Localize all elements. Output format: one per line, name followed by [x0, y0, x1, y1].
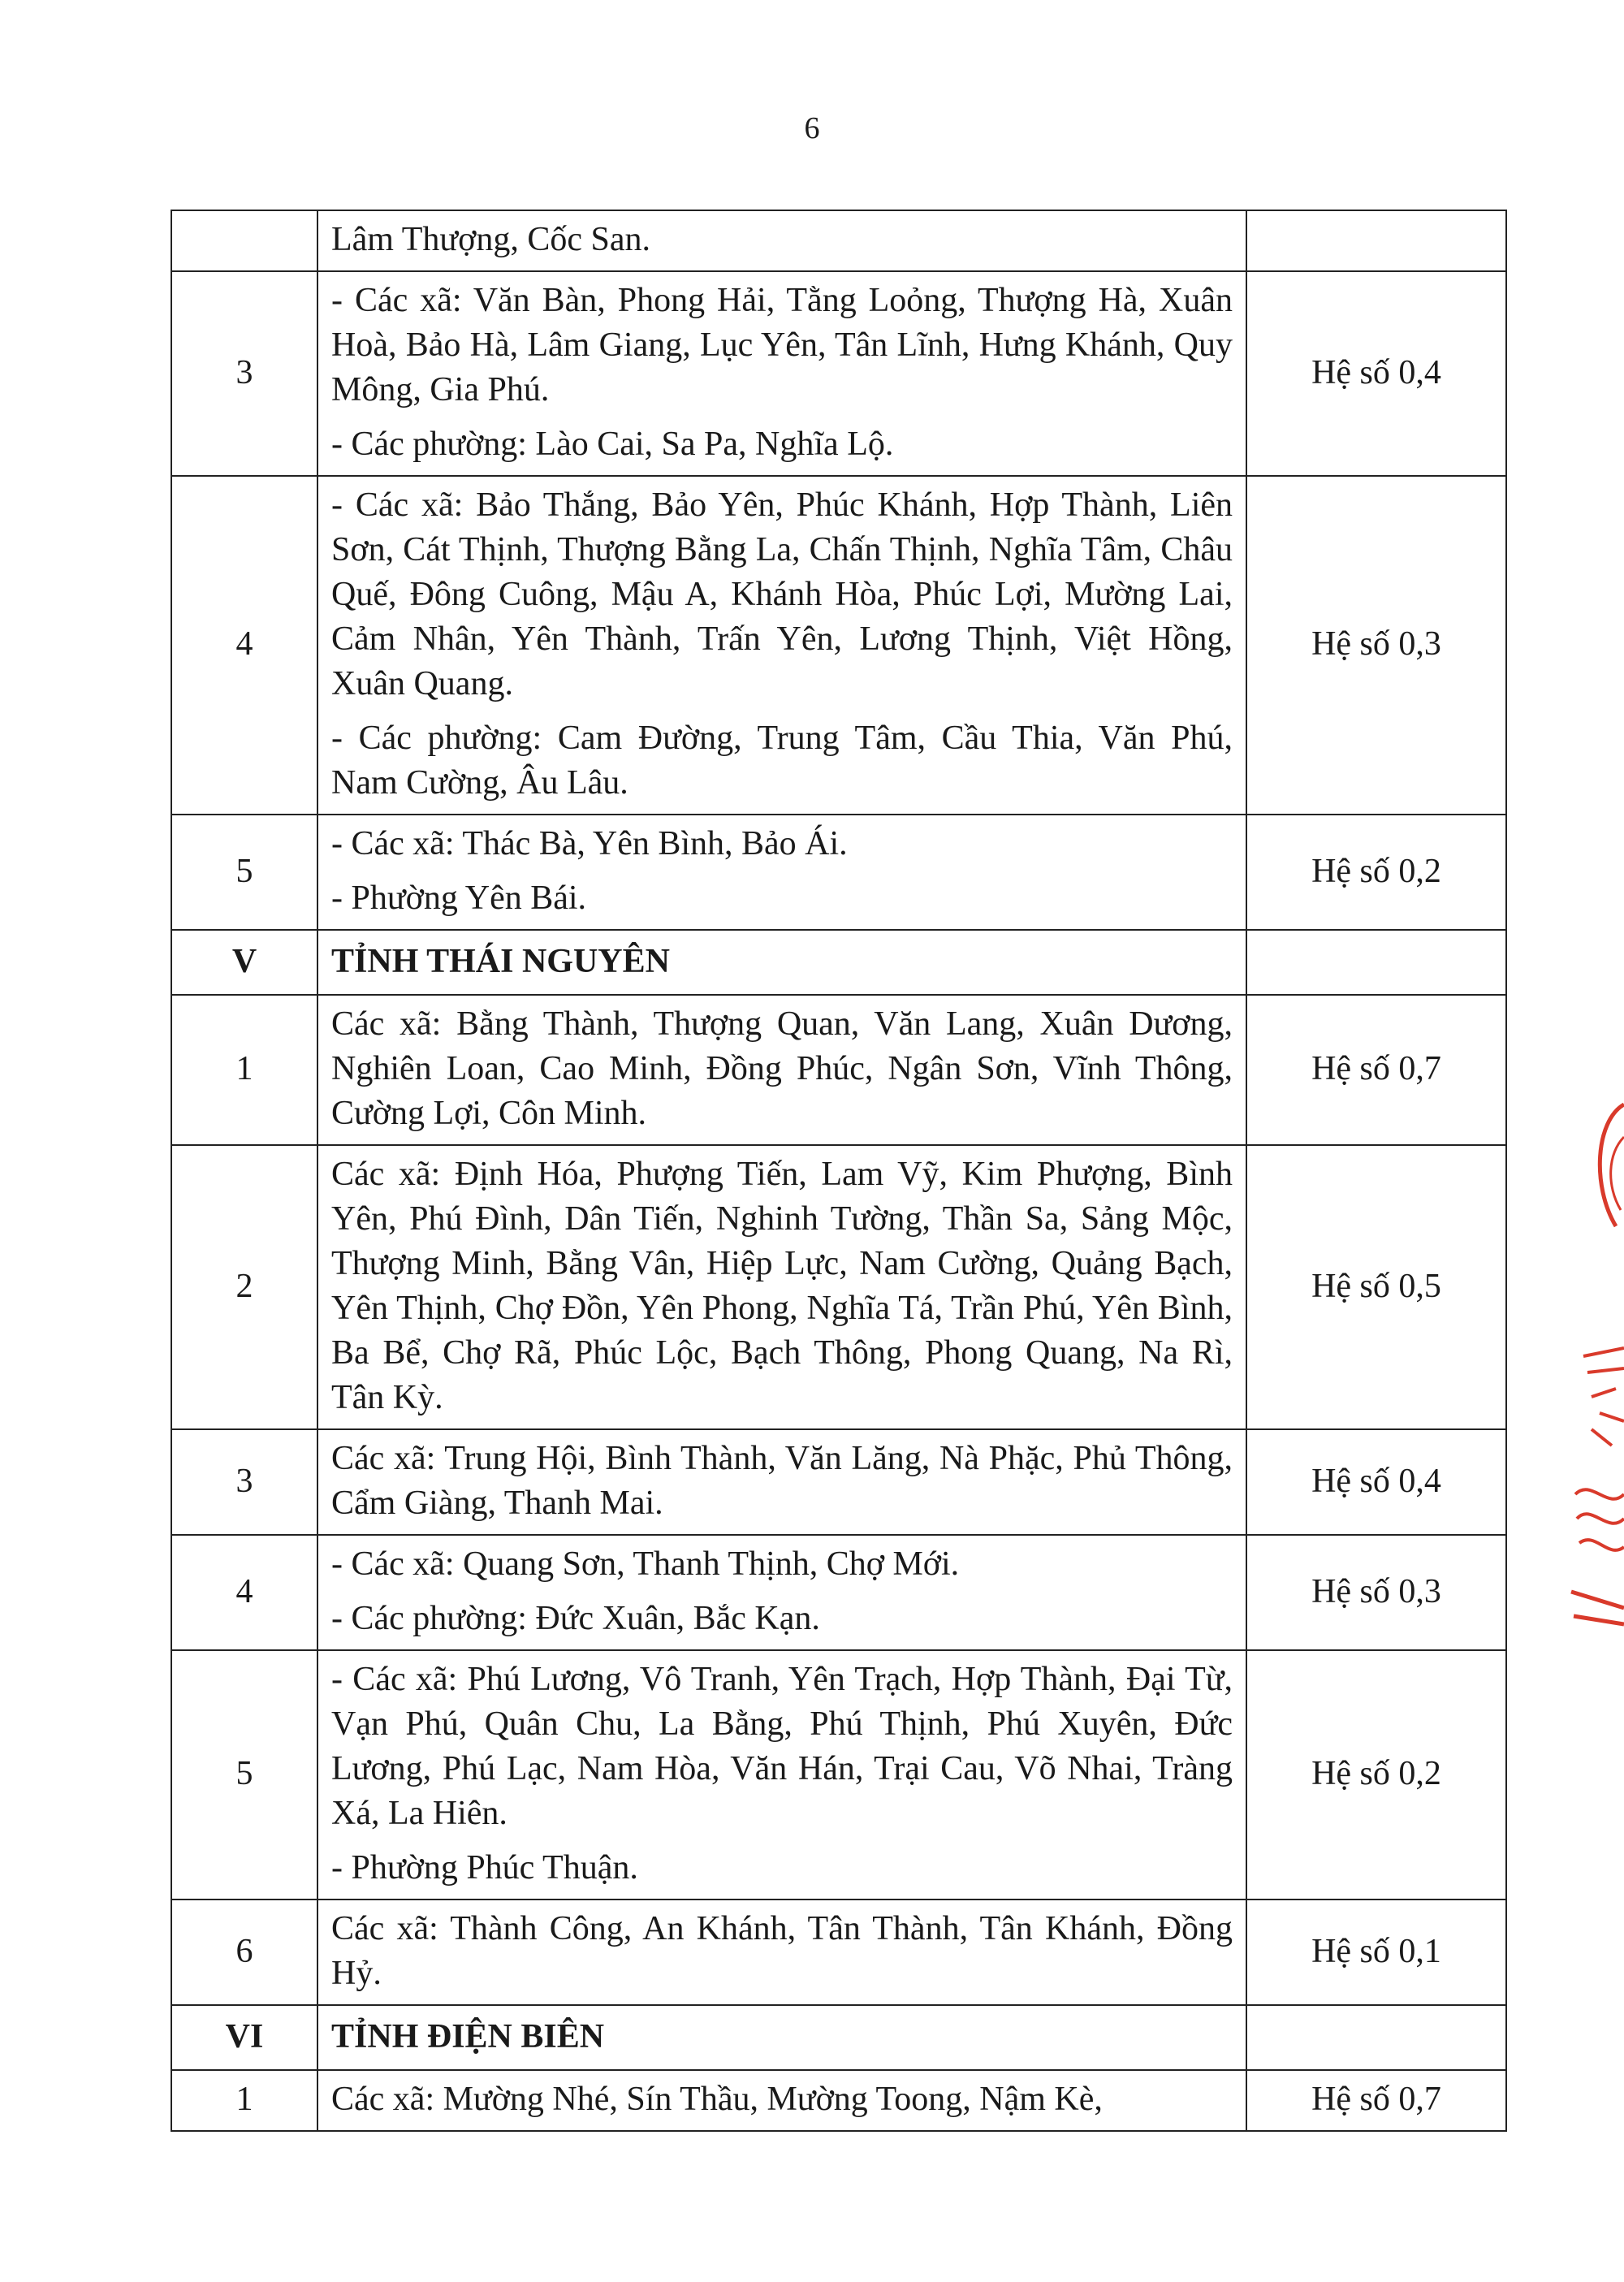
- coefficient-cell: Hệ số 0,3: [1246, 1535, 1506, 1650]
- table-row: [171, 1429, 1506, 1535]
- coefficient-cell: Hệ số 0,4: [1246, 271, 1506, 476]
- area-list-cell: [317, 271, 1246, 476]
- area-list-cell: [317, 476, 1246, 815]
- area-list-line: - Các phường: Đức Xuân, Bắc Kạn.: [331, 1600, 820, 1637]
- area-list-cell: [317, 815, 1246, 930]
- area-list-line: Lâm Thượng, Cốc San.: [331, 221, 650, 258]
- section-coef-cell: [1246, 930, 1506, 995]
- coefficient-table: [171, 210, 1507, 2132]
- coefficient-cell: Hệ số 0,1: [1246, 1900, 1506, 2005]
- row-number: 6: [171, 1900, 317, 2005]
- table-body: [171, 210, 1506, 2131]
- area-list-line: - Các xã: Quang Sơn, Thanh Thịnh, Chợ Mới.: [331, 1545, 960, 1583]
- area-list-line: - Các xã: Bảo Thắng, Bảo Yên, Phúc Khánh, Hợp Thành, Liên Sơn, Cát Thịnh, Thượng Bằng La, Chấn Thịnh, Nghĩa Tâm, Châu Quế, Đông Cuông, Mậu A, Khánh Hòa, Phúc Lợi, Mường Lai, Cảm Nhân, Yên Thành, Trấn Yên, Lương Thịnh, Việt Hồng, Xuân Quang.: [331, 486, 1233, 702]
- row-number: 3: [171, 1429, 317, 1535]
- section-coef-cell: [1246, 2005, 1506, 2070]
- table-row: [171, 995, 1506, 1145]
- table-row: [171, 1535, 1506, 1650]
- area-list-cell: [317, 1429, 1246, 1535]
- area-list-line: Các xã: Mường Nhé, Sín Thầu, Mường Toong, Nậm Kè,: [331, 2081, 1103, 2118]
- area-list-line: Các xã: Trung Hội, Bình Thành, Văn Lăng, Nà Phặc, Phủ Thông, Cẩm Giàng, Thanh Mai.: [331, 1440, 1233, 1522]
- table-row: [171, 815, 1506, 930]
- coefficient-cell: Hệ số 0,3: [1246, 476, 1506, 815]
- section-header-row: [171, 2005, 1506, 2070]
- row-number: 4: [171, 1535, 317, 1650]
- section-title: TỈNH ĐIỆN BIÊN: [317, 2005, 1246, 2070]
- row-number: 5: [171, 1650, 317, 1900]
- section-number: V: [171, 930, 317, 995]
- area-list-line: Các xã: Thành Công, An Khánh, Tân Thành, Tân Khánh, Đồng Hỷ.: [331, 1910, 1233, 1992]
- area-list-line: - Các phường: Cam Đường, Trung Tâm, Cầu Thia, Văn Phú, Nam Cường, Âu Lâu.: [331, 720, 1233, 802]
- area-list-cell: [317, 1650, 1246, 1900]
- area-list-line: Các xã: Định Hóa, Phượng Tiến, Lam Vỹ, Kim Phượng, Bình Yên, Phú Đình, Dân Tiến, Nghinh Tường, Thần Sa, Sảng Mộc, Thượng Minh, Bằng Vân, Hiệp Lực, Nam Cường, Quảng Bạch, Yên Thịnh, Chợ Đồn, Yên Phong, Nghĩa Tá, Trần Phú, Yên Bình, Ba Bể, Chợ Rã, Phúc Lộc, Bạch Thông, Phong Quang, Na Rì, Tân Kỳ.: [331, 1156, 1233, 1416]
- coefficient-cell: Hệ số 0,5: [1246, 1145, 1506, 1429]
- area-list-cell: [317, 2070, 1246, 2131]
- coefficient-cell: Hệ số 0,2: [1246, 1650, 1506, 1900]
- row-number: 5: [171, 815, 317, 930]
- area-list-cell: [317, 1535, 1246, 1650]
- coefficient-cell: Hệ số 0,4: [1246, 1429, 1506, 1535]
- row-number: [171, 210, 317, 271]
- table-row: [171, 1650, 1506, 1900]
- row-number: 1: [171, 2070, 317, 2131]
- area-list-line: - Các phường: Lào Cai, Sa Pa, Nghĩa Lộ.: [331, 426, 894, 463]
- row-number: 1: [171, 995, 317, 1145]
- coefficient-cell: Hệ số 0,7: [1246, 2070, 1506, 2131]
- row-number: 3: [171, 271, 317, 476]
- row-number: 4: [171, 476, 317, 815]
- table-row: [171, 1900, 1506, 2005]
- section-number: VI: [171, 2005, 317, 2070]
- area-list-line: - Các xã: Phú Lương, Vô Tranh, Yên Trạch, Hợp Thành, Đại Từ, Vạn Phú, Quân Chu, La Bằng, Phú Thịnh, Phú Xuyên, Đức Lương, Phú Lạc, Nam Hòa, Văn Hán, Trại Cau, Võ Nhai, Tràng Xá, La Hiên.: [331, 1661, 1233, 1832]
- area-list-line: - Phường Phúc Thuận.: [331, 1849, 638, 1887]
- area-list-line: - Phường Yên Bái.: [331, 880, 587, 917]
- table-row: [171, 476, 1506, 815]
- area-list-cell: [317, 995, 1246, 1145]
- table-row: [171, 1145, 1506, 1429]
- area-list-cell: [317, 210, 1246, 271]
- table-row: [171, 2070, 1506, 2131]
- table-row: [171, 210, 1506, 271]
- area-list-cell: [317, 1145, 1246, 1429]
- red-seal-stamp: [1567, 1088, 1624, 1657]
- area-list-line: - Các xã: Thác Bà, Yên Bình, Bảo Ái.: [331, 825, 848, 862]
- section-title: TỈNH THÁI NGUYÊN: [317, 930, 1246, 995]
- area-list-line: - Các xã: Văn Bàn, Phong Hải, Tằng Loỏng, Thượng Hà, Xuân Hoà, Bảo Hà, Lâm Giang, Lục Yên, Tân Lĩnh, Hưng Khánh, Quy Mông, Gia Phú.: [331, 282, 1233, 408]
- section-header-row: [171, 930, 1506, 995]
- coefficient-cell: [1246, 210, 1506, 271]
- area-list-line: Các xã: Bằng Thành, Thượng Quan, Văn Lang, Xuân Dương, Nghiên Loan, Cao Minh, Đồng Phúc, Ngân Sơn, Vĩnh Thông, Cường Lợi, Côn Minh.: [331, 1005, 1233, 1132]
- coefficient-cell: Hệ số 0,7: [1246, 995, 1506, 1145]
- coefficient-cell: Hệ số 0,2: [1246, 815, 1506, 930]
- table-row: [171, 271, 1506, 476]
- area-list-cell: [317, 1900, 1246, 2005]
- row-number: 2: [171, 1145, 317, 1429]
- page-number: 6: [804, 111, 820, 145]
